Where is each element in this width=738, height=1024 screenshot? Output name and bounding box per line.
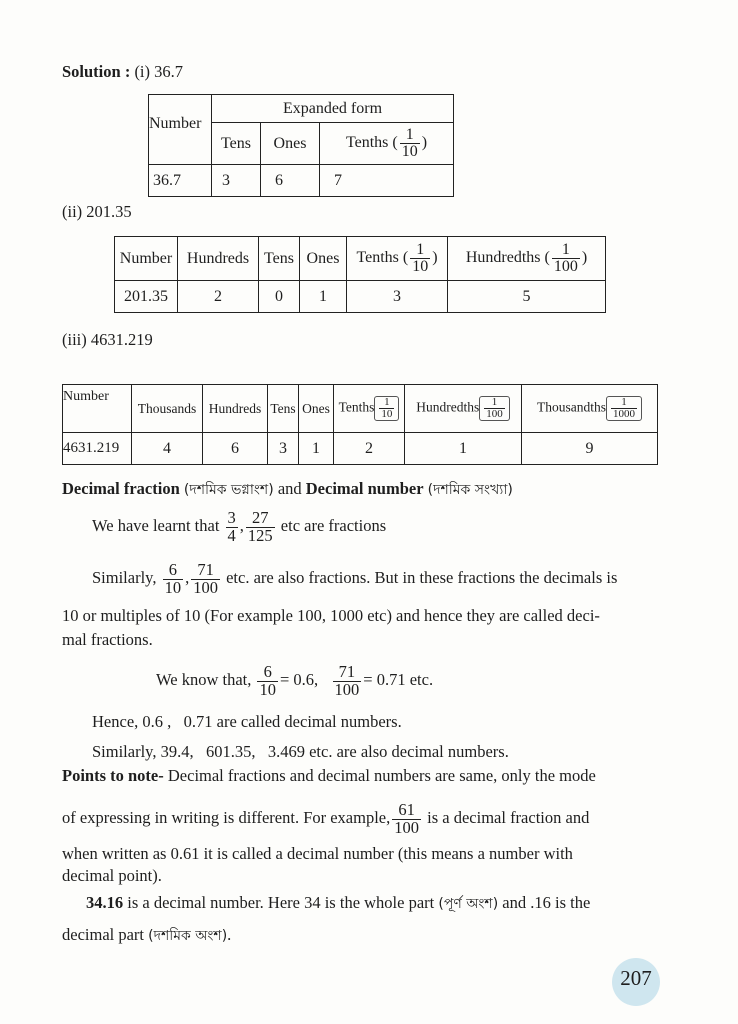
last-line1: 34.16 is a decimal number. Here 34 is the whole part (পূর্ণ অংশ) and .16 is the bbox=[86, 893, 591, 912]
t1-expanded-header: Expanded form bbox=[212, 95, 454, 123]
t3-thousands-header: Thousands bbox=[132, 385, 203, 433]
t1-cell-ones: 6 bbox=[261, 165, 320, 197]
t2-cell-hundredths: 5 bbox=[448, 281, 606, 313]
t2-hundredths-header: Hundredths ( $\frac{1}{100}$ ) bbox=[448, 237, 606, 281]
learnt-line: We have learnt that $\frac{3}{4}$ , $\frac{27}{125}$ etc are fractions bbox=[92, 508, 387, 545]
t3-tens-header: Tens bbox=[268, 385, 299, 433]
t3-thousandths-header: Thousandths $\frac{1}{1000}$ bbox=[522, 385, 658, 433]
t3-cell-hundredths: 1 bbox=[405, 433, 522, 465]
similarly-line2: 10 or multiples of 10 (For example 100, 1000 etc) and hence they are called deci- bbox=[62, 606, 600, 625]
t1-cell-tens: 3 bbox=[212, 165, 261, 197]
t1-ones-header: Ones bbox=[261, 123, 320, 165]
t3-cell-tenths: 2 bbox=[334, 433, 405, 465]
fraction: $\frac{1}{10}$ bbox=[412, 241, 429, 275]
t3-tenths-header: Tenths $\frac{1}{10}$ bbox=[334, 385, 405, 433]
t1-tens-header: Tens bbox=[212, 123, 261, 165]
t3-hundredths-header: Hundredths $\frac{1}{100}$ bbox=[405, 385, 522, 433]
fraction: $\frac{6}{10}$ bbox=[259, 662, 276, 699]
fraction: $\frac{6}{10}$ bbox=[164, 560, 182, 597]
table-36-7 bbox=[148, 94, 454, 197]
know-line: We know that, $\frac{6}{10}$ = 0.6, $\frac{71}{100}$ = 0.71 etc. bbox=[156, 662, 434, 699]
similarly-line1: Similarly, $\frac{6}{10}$ , $\frac{71}{100}$ etc. are also fractions. But in these fractions the decimals is bbox=[92, 560, 618, 597]
part-iii-label: (iii) 4631.219 bbox=[62, 330, 153, 349]
t2-cell-tenths: 3 bbox=[347, 281, 448, 313]
t1-number-header: Number bbox=[149, 95, 212, 165]
fraction: $\frac{71}{100}$ bbox=[334, 662, 360, 699]
fraction: $\frac{27}{125}$ bbox=[247, 508, 273, 545]
points-line4: decimal point). bbox=[62, 866, 162, 885]
t3-ones-header: Ones bbox=[299, 385, 334, 433]
similarly-line3: mal fractions. bbox=[62, 630, 153, 649]
t3-cell-thousandths: 9 bbox=[522, 433, 658, 465]
t2-cell-ones: 1 bbox=[300, 281, 347, 313]
points-line3: when written as 0.61 it is called a decimal number (this means a number with bbox=[62, 844, 573, 863]
solution-heading bbox=[62, 62, 183, 82]
t3-cell-ones: 1 bbox=[299, 433, 334, 465]
points-line1: Points to note- Decimal fractions and decimal numbers are same, only the mode bbox=[62, 766, 596, 785]
t3-cell-hundreds: 6 bbox=[203, 433, 268, 465]
solution-label: Solution : bbox=[62, 62, 131, 81]
t3-hundreds-header: Hundreds bbox=[203, 385, 268, 433]
t2-cell-number: 201.35 bbox=[115, 281, 178, 313]
t3-number-header: Number bbox=[63, 385, 132, 433]
part-i-label: (i) 36.7 bbox=[134, 62, 184, 81]
fraction: $\frac{71}{100}$ bbox=[193, 560, 218, 597]
points-line2: of expressing in writing is different. For example, $\frac{61}{100}$ is a decimal fraction and bbox=[62, 800, 590, 837]
t2-number-header: Number bbox=[115, 237, 178, 281]
similarly2-line: Similarly, 39.4, 601.35, 3.469 etc. are also decimal numbers. bbox=[92, 742, 509, 761]
t2-tens-header: Tens bbox=[259, 237, 300, 281]
fraction: $\frac{3}{4}$ bbox=[227, 508, 236, 545]
t1-cell-number: 36.7 bbox=[149, 165, 212, 197]
table-4631-219 bbox=[62, 384, 658, 465]
t2-tenths-header: Tenths ( $\frac{1}{10}$ ) bbox=[347, 237, 448, 281]
section-heading: Decimal fraction (দশমিক ভগ্নাংশ) and Decimal number (দশমিক সংখ্যা) bbox=[62, 479, 513, 498]
fraction: $\frac{1}{10}$ bbox=[381, 396, 393, 420]
fraction: $\frac{1}{100}$ bbox=[486, 396, 503, 420]
t1-tenths-header: Tenths ( $\frac{1}{10}$ ) bbox=[320, 123, 454, 165]
last-line2: decimal part (দশমিক অংশ). bbox=[62, 925, 232, 944]
fraction: $\frac{1}{1000}$ bbox=[613, 396, 635, 420]
table-201-35 bbox=[114, 236, 606, 313]
fraction: $\frac{61}{100}$ bbox=[394, 800, 420, 837]
page-number: 207 bbox=[612, 958, 660, 1006]
t2-ones-header: Ones bbox=[300, 237, 347, 281]
t3-cell-number: 4631.219 bbox=[63, 433, 132, 465]
t2-cell-hundreds: 2 bbox=[178, 281, 259, 313]
part-ii-label: (ii) 201.35 bbox=[62, 202, 132, 221]
t3-cell-thousands: 4 bbox=[132, 433, 203, 465]
t1-cell-tenths: 7 bbox=[320, 165, 454, 197]
fraction: $\frac{1}{100}$ bbox=[553, 241, 578, 275]
hence-line: Hence, 0.6 , 0.71 are called decimal numbers. bbox=[92, 712, 402, 731]
fraction: $\frac{1}{10}$ bbox=[401, 126, 418, 160]
t2-cell-tens: 0 bbox=[259, 281, 300, 313]
t3-cell-tens: 3 bbox=[268, 433, 299, 465]
t2-hundreds-header: Hundreds bbox=[178, 237, 259, 281]
